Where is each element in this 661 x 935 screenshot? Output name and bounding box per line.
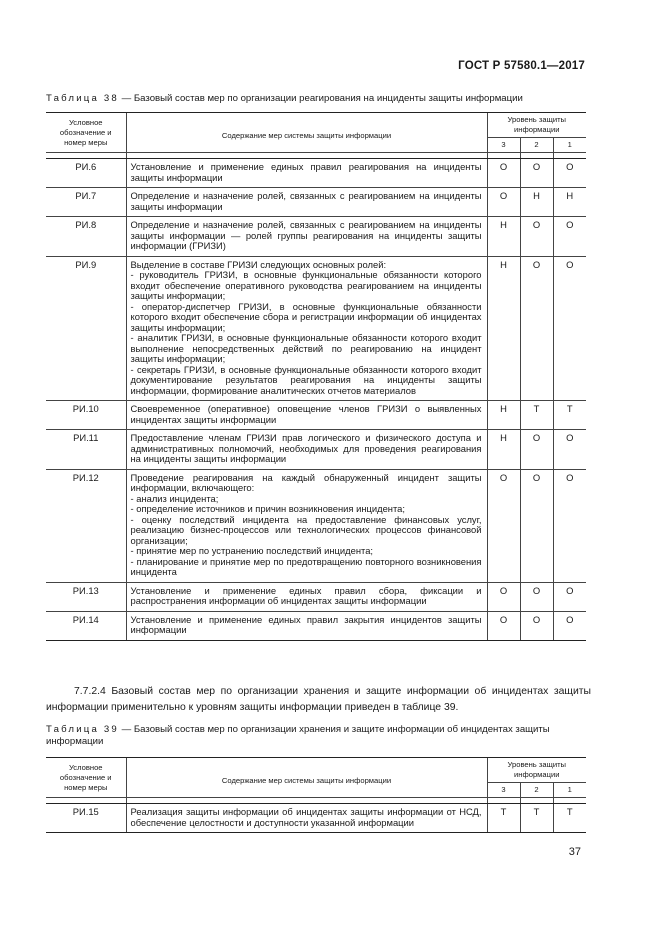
content-line: - оценку последствий инцидента на предоставление финансовых услуг, реализацию бизнес-процессов или технологических процессов финансовой организации; — [130, 513, 482, 546]
content-line: Определение и назначение ролей, связанных с реагированием на инциденты защиты информации — ролей группы реагирования на инциденты защиты информации (ГРИЗИ) — [130, 219, 482, 251]
content-line: Выделение в составе ГРИЗИ следующих основных ролей: — [130, 258, 387, 270]
level-value: О — [520, 217, 553, 257]
table38-caption — [46, 93, 591, 105]
measure-code: РИ.15 — [46, 804, 126, 833]
level-value: Т — [487, 804, 520, 833]
header-level-3: 3 — [487, 138, 520, 153]
level-value: О — [520, 469, 553, 582]
level-value: Т — [520, 804, 553, 833]
level-value: Т — [520, 401, 553, 430]
section-paragraph: 7.7.2.4 Базовый состав мер по организации хранения и защите информации об инцидентах защиты информации применительно к уровням защиты информации приведен в таблице 39. — [46, 686, 591, 713]
table38 — [46, 113, 586, 640]
content-line: - определение источников и причин возникновения инцидента; — [130, 503, 405, 514]
level-value: О — [553, 159, 586, 188]
level-value: О — [520, 611, 553, 640]
table-row — [46, 159, 586, 188]
document-code: ГОСТ Р 57580.1—2017 — [458, 60, 585, 72]
header-level-3: 3 — [487, 783, 520, 798]
measure-content — [126, 217, 487, 257]
content-line: Проведение реагирования на каждый обнаруженный инцидент защиты информации, включающего: — [130, 471, 482, 493]
header-level-1: 1 — [553, 783, 586, 798]
level-value: Т — [553, 804, 586, 833]
level-value: О — [520, 582, 553, 611]
header-code: Условное обозначение и номер меры — [46, 113, 126, 153]
table-row — [46, 469, 586, 582]
table-row — [46, 256, 586, 401]
table38-frame — [46, 112, 586, 641]
level-value: Н — [553, 188, 586, 217]
page-number: 37 — [568, 846, 581, 858]
measure-content — [126, 188, 487, 217]
measure-content — [126, 611, 487, 640]
content-line: - руководитель ГРИЗИ, в основные функциональные обязанности которого входит обеспечение оперативного руководства реагированием на инциденты защиты информации; — [130, 269, 482, 301]
level-value: О — [520, 256, 553, 401]
header-level-1: 1 — [553, 138, 586, 153]
content-line: - оператор-диспетчер ГРИЗИ, в основные функциональные обязанности которого входит обеспечение сбора и регистрации информации об инцидентах защиты информации; — [130, 300, 482, 333]
level-value: Н — [487, 217, 520, 257]
level-value: О — [487, 469, 520, 582]
measure-code: РИ.9 — [46, 256, 126, 401]
table-row — [46, 611, 586, 640]
level-value: Н — [487, 401, 520, 430]
content-line: - анализ инцидента; — [130, 492, 219, 504]
table-row — [46, 582, 586, 611]
level-value: О — [487, 188, 520, 217]
table39-caption — [46, 724, 591, 748]
level-value: Н — [520, 188, 553, 217]
level-value: О — [553, 430, 586, 470]
measure-content — [126, 256, 487, 401]
header-level-2: 2 — [520, 138, 553, 153]
header-row — [46, 113, 586, 138]
header-row — [46, 758, 586, 783]
content-line: Определение и назначение ролей, связанных с реагированием на инциденты защиты информации — [130, 190, 482, 212]
measure-content — [126, 804, 487, 833]
header-content: Содержание мер системы защиты информации — [126, 758, 487, 798]
table39 — [46, 758, 586, 832]
level-value: О — [553, 582, 586, 611]
content-line: - аналитик ГРИЗИ, в основные функциональные обязанности которого входит выполнение непосредственных действий по реагированию на инцидент защиты информации; — [130, 332, 482, 364]
table39-frame — [46, 757, 586, 833]
measure-code: РИ.11 — [46, 430, 126, 470]
content-line: - планирование и принятие мер по предотвращению повторного возникновения инцидента — [130, 555, 482, 577]
measure-code: РИ.10 — [46, 401, 126, 430]
level-value: Н — [487, 430, 520, 470]
content-line: - секретарь ГРИЗИ, в основные функциональные обязанности которого входит документирование результатов реагирования на инциденты защиты информации, формирование аналитических отчетов материалов — [130, 363, 482, 396]
table-row — [46, 217, 586, 257]
level-value: О — [553, 217, 586, 257]
level-value: Н — [487, 256, 520, 401]
header-level-2: 2 — [520, 783, 553, 798]
header-level: Уровень защиты информации — [487, 758, 586, 783]
level-value: О — [553, 469, 586, 582]
level-value: О — [553, 256, 586, 401]
level-value: О — [553, 611, 586, 640]
measure-content — [126, 159, 487, 188]
table-row — [46, 430, 586, 470]
measure-content — [126, 469, 487, 582]
measure-code: РИ.7 — [46, 188, 126, 217]
measure-code: РИ.12 — [46, 469, 126, 582]
level-value: Т — [553, 401, 586, 430]
content-line: Установление и применение единых правил реагирования на инциденты защиты информации — [130, 161, 482, 183]
header-content: Содержание мер системы защиты информации — [126, 113, 487, 153]
level-value: О — [520, 430, 553, 470]
table39-caption-label: Таблица 39 — [46, 724, 119, 735]
table38-caption-label: Таблица 38 — [46, 93, 119, 104]
table39-caption-text: — Базовый состав мер по организации хранения и защите информации об инцидентах защиты информации — [46, 724, 550, 747]
header-level: Уровень защиты информации — [487, 113, 586, 138]
table-row — [46, 401, 586, 430]
content-line: Своевременное (оперативное) оповещение членов ГРИЗИ о выявленных инцидентах защиты информации — [130, 403, 482, 425]
measure-content — [126, 582, 487, 611]
level-value: О — [487, 159, 520, 188]
table-row — [46, 188, 586, 217]
content-line: Предоставление членам ГРИЗИ прав логического и физического доступа и административных полномочий, необходимых для проведения реагирования на инциденты защиты информации — [130, 432, 482, 464]
table-row — [46, 804, 586, 833]
header-code: Условное обозначение и номер меры — [46, 758, 126, 798]
measure-code: РИ.8 — [46, 217, 126, 257]
measure-code: РИ.13 — [46, 582, 126, 611]
measure-code: РИ.14 — [46, 611, 126, 640]
content-line: Реализация защиты информации об инцидентах защиты информации от НСД, обеспечение целостности и доступности указанной информации — [130, 806, 482, 828]
measure-content — [126, 401, 487, 430]
level-value: О — [487, 582, 520, 611]
measure-code: РИ.6 — [46, 159, 126, 188]
level-value: О — [487, 611, 520, 640]
measure-content — [126, 430, 487, 470]
content-line: Установление и применение единых правил сбора, фиксации и распространения информации об инцидентах защиты информации — [130, 584, 482, 606]
level-value: О — [520, 159, 553, 188]
content-line: - принятие мер по устранению последствий инцидента; — [130, 545, 374, 556]
table38-caption-text: — Базовый состав мер по организации реагирования на инциденты защиты информации — [118, 93, 523, 104]
content-line: Установление и применение единых правил закрытия инцидентов защиты информации — [130, 613, 482, 635]
